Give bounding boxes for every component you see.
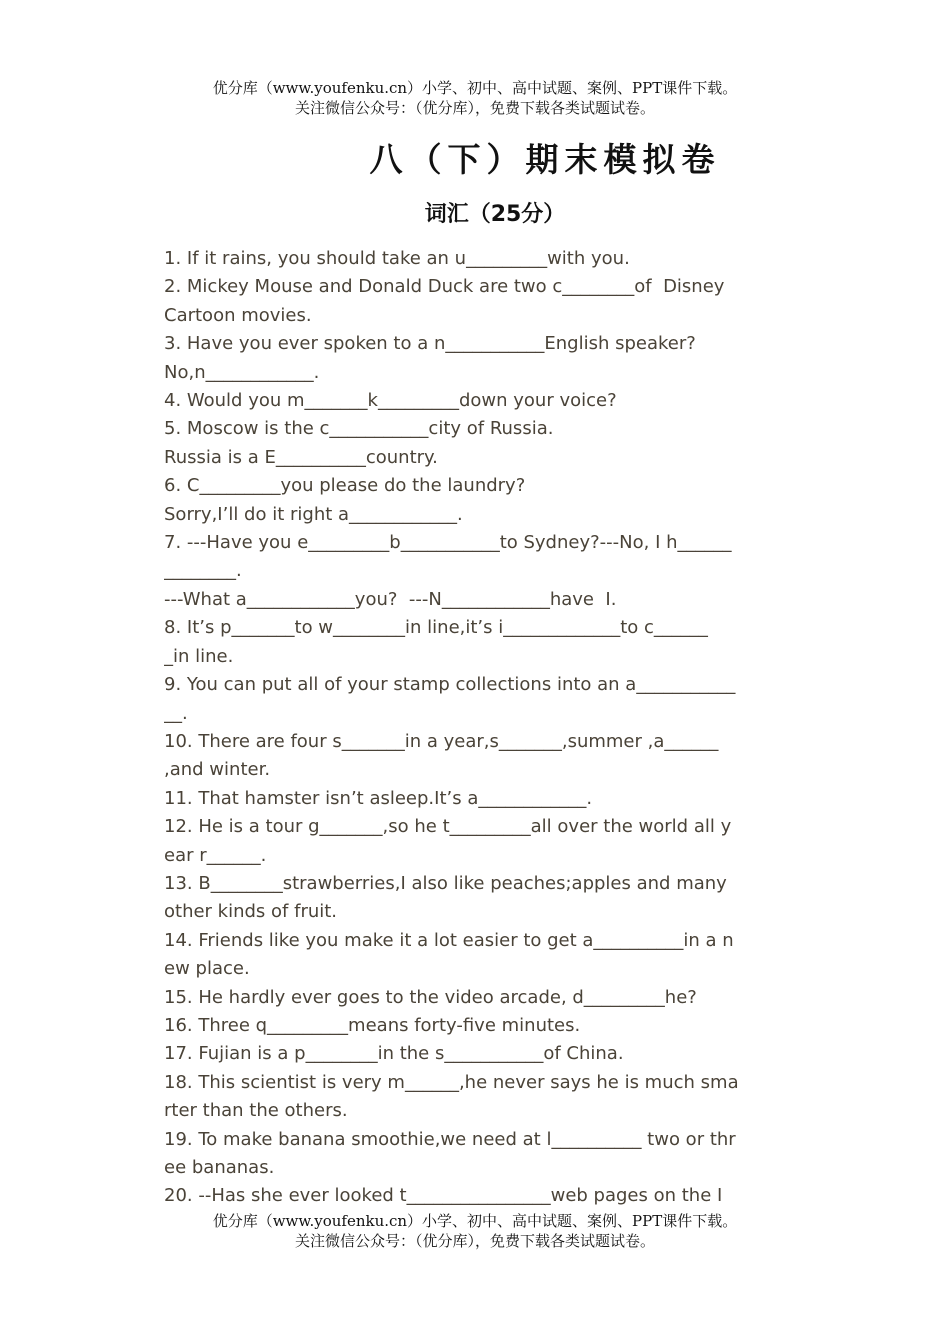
header-line-1: 优分库（www.youfenku.cn）小学、初中、高中试题、案例、PPT课件下载。 [212, 79, 738, 97]
question-line: 19. To make banana smoothie,we need at l__________ two or thr [164, 1128, 736, 1150]
header-line-2: 关注微信公众号：（优分库），免费下载各类试题试卷。 [294, 99, 655, 117]
question-line: 6. C_________you please do the laundry? [164, 475, 526, 497]
question-line: 10. There are four s_______in a year,s_______,summer ,a______ [164, 730, 719, 752]
question-line: 15. He hardly ever goes to the video arcade, d_________he? [164, 986, 697, 1008]
question-line: Sorry,I’ll do it right a____________. [164, 503, 463, 525]
question-line: ________. [164, 560, 242, 582]
question-line: ew place. [164, 958, 250, 980]
question-line: ---What a____________you? ---N____________have I. [164, 588, 617, 610]
question-line: Cartoon movies. [164, 304, 312, 326]
question-line: 4. Would you m_______k_________down your voice? [164, 390, 617, 412]
question-line: 2. Mickey Mouse and Donald Duck are two c________of Disney [164, 276, 725, 298]
page-header [0, 78, 950, 118]
question-line: ,and winter. [164, 759, 271, 781]
question-line: No,n____________. [164, 361, 320, 383]
question-line: 17. Fujian is a p________in the s___________of China. [164, 1043, 624, 1065]
section-heading: 词汇（25分） [424, 202, 566, 227]
question-line: 5. Moscow is the c___________city of Russia. [164, 418, 554, 440]
question-line: 8. It’s p_______to w________in line,it’s i_____________to c______ [164, 617, 708, 639]
question-line: 14. Friends like you make it a lot easier to get a__________in a n [164, 929, 734, 951]
question-line: _in line. [164, 645, 234, 667]
question-line: other kinds of fruit. [164, 901, 338, 923]
question-line: __. [164, 702, 188, 724]
question-line: 9. You can put all of your stamp collections into an a___________ [164, 674, 736, 696]
question-line: 12. He is a tour g_______,so he t_________all over the world all y [164, 816, 732, 838]
question-line: 13. B________strawberries,I also like peaches;apples and many [164, 872, 727, 894]
question-line: 16. Three q_________means forty-five minutes. [164, 1014, 581, 1036]
question-line: ear r______. [164, 844, 267, 866]
question-line: 11. That hamster isn’t asleep.It’s a____________. [164, 787, 593, 809]
question-line: 1. If it rains, you should take an u_________with you. [164, 248, 630, 269]
question-line: 7. ---Have you e_________b___________to Sydney?---No, I h______ [164, 532, 732, 554]
question-line: 3. Have you ever spoken to a n___________English speaker? [164, 333, 696, 355]
question-line: rter than the others. [164, 1100, 348, 1122]
question-line: Russia is a E__________country. [164, 446, 438, 468]
question-list [164, 245, 794, 1211]
question-line: ee bananas. [164, 1157, 275, 1178]
page-title: 八（下）期末模拟卷 [369, 140, 721, 179]
footer-line-2: 关注微信公众号：（优分库），免费下载各类试题试卷。 [294, 1232, 655, 1250]
question-line: 20. --Has she ever looked t________________web pages on the I [164, 1185, 723, 1207]
footer-line-1: 优分库（www.youfenku.cn）小学、初中、高中试题、案例、PPT课件下载。 [212, 1212, 738, 1230]
page-footer [0, 1211, 950, 1251]
question-line: 18. This scientist is very m______,he never says he is much sma [164, 1071, 739, 1093]
